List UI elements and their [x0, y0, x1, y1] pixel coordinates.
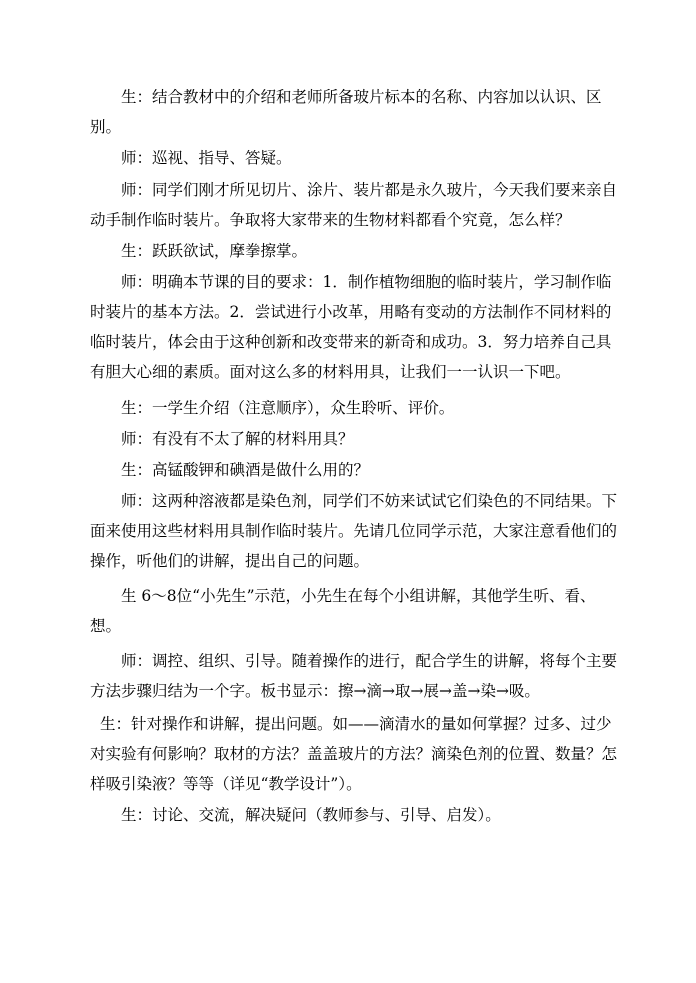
paragraph-10: 生 6～8位“小先生”示范，小先生在每个小组讲解，其他学生听、看、想。 — [90, 587, 596, 635]
paragraph-6: 生：一学生介绍（注意顺序），众生聆听、评价。 — [121, 399, 455, 417]
paragraph-5: 师：明确本节课的目的要求：1．制作植物细胞的临时装片，学习制作临时装片的基本方法。2．尝试进行小改革，用略有变动的方法制作不同材料的临时装片，体会由于这种创新和改变带来的新奇和成功。3．努力培养自己具有胆大心细的素质。面对这么多的材料用具，让我们一一认识一下吧。 — [90, 273, 612, 381]
paragraph-7: 师：有没有不太了解的材料用具？ — [121, 430, 354, 448]
paragraph-4: 生：跃跃欲试，摩拳擦掌。 — [121, 242, 308, 260]
paragraph-13: 生：讨论、交流，解决疑问（教师参与、引导、启发）。 — [121, 806, 501, 824]
paragraph-8: 生：高锰酸钾和碘酒是做什么用的？ — [121, 461, 370, 479]
paragraph-3: 师：同学们刚才所见切片、涂片、装片都是永久玻片，今天我们要来亲自动手制作临时装片。争取将大家带来的生物材料都看个究竟，怎么样？ — [90, 181, 618, 229]
paragraph-9: 师：这两种溶液都是染色剂，同学们不妨来试试它们染色的不同结果。下面来使用这些材料用具制作临时装片。先请几位同学示范，大家注意看他们的操作，听他们的讲解，提出自己的问题。 — [90, 492, 618, 570]
paragraph-12: 生：针对操作和讲解，提出问题。如——滴清水的量如何掌握？过多、过少对实验有何影响？取材的方法？盖盖玻片的方法？滴染色剂的位置、数量？怎样吸引染液？等等（详见“教学设计”）。 — [90, 715, 618, 793]
paragraph-11: 师：调控、组织、引导。随着操作的进行，配合学生的讲解，将每个主要方法步骤归结为一个字。板书显示：擦→滴→取→展→盖→染→吸。 — [90, 652, 618, 700]
paragraph-2: 师：巡视、指导、答疑。 — [121, 149, 292, 167]
paragraph-1: 生：结合教材中的介绍和老师所备玻片标本的名称、内容加以认识、区别。 — [90, 88, 602, 136]
